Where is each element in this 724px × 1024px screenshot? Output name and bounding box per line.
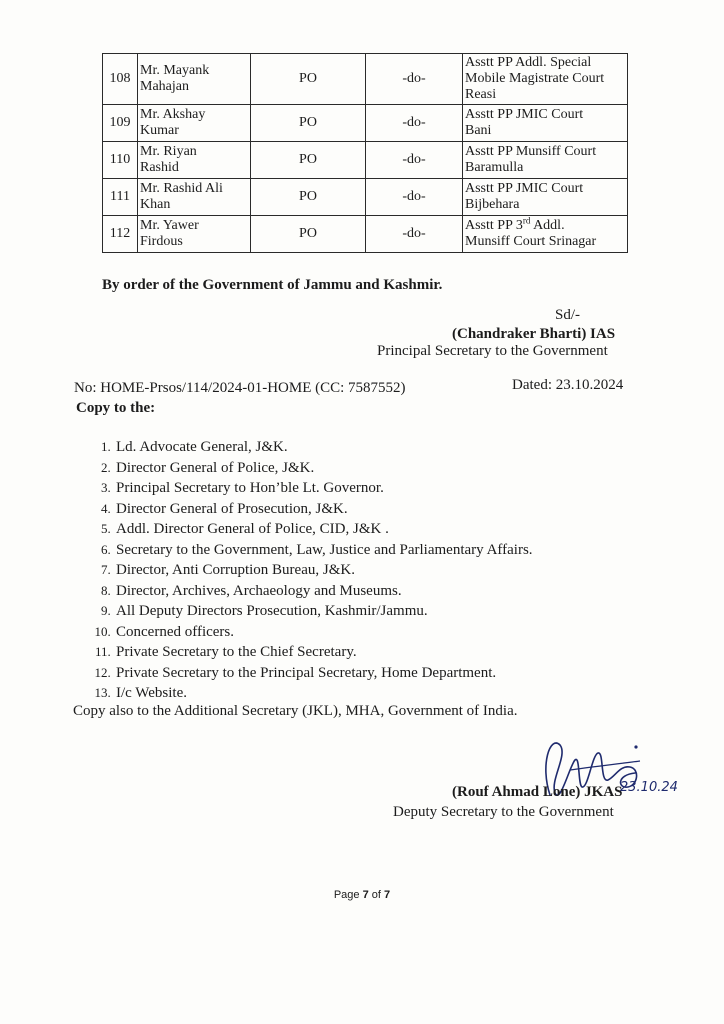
officer-name-line: Mr. Riyan	[140, 144, 197, 159]
table-row	[103, 142, 628, 179]
serial-number: 111	[103, 179, 138, 216]
serial-number: 112	[103, 216, 138, 253]
copy-to-heading: Copy to the:	[76, 400, 156, 416]
posting-line: Asstt PP 3	[465, 218, 523, 233]
list-item: 11. Private Secretary to the Chief Secretary.	[114, 642, 694, 663]
officer-name-line: Rashid	[140, 160, 179, 175]
officer-name-line: Mr. Mayank	[140, 63, 210, 78]
deputy-secretary-designation: Deputy Secretary to the Government	[393, 804, 614, 820]
page-number	[0, 889, 724, 901]
signatory-name: (Chandraker Bharti) IAS	[452, 326, 616, 342]
list-item: 1. Ld. Advocate General, J&K.	[114, 437, 694, 458]
posting-line: Bani	[465, 123, 492, 138]
page-separator: of	[368, 889, 385, 901]
posting-line: Asstt PP JMIC Court	[465, 181, 584, 196]
list-item: 12. Private Secretary to the Principal Secretary, Home Department.	[114, 663, 694, 684]
posting-line: Mobile Magistrate Court	[465, 71, 605, 86]
serial-number: 110	[103, 142, 138, 179]
designation: PO	[251, 105, 366, 142]
list-item: 8. Director, Archives, Archaeology and Museums.	[114, 581, 694, 602]
officer-name-line: Mahajan	[140, 79, 189, 94]
sd-mark: Sd/-	[555, 307, 581, 323]
list-item: 9. All Deputy Directors Prosecution, Kashmir/Jammu.	[114, 601, 694, 622]
officer-name-line: Khan	[140, 197, 171, 212]
officer-name	[138, 216, 251, 253]
present-place: -do-	[366, 142, 463, 179]
present-place: -do-	[366, 105, 463, 142]
officer-name-line: Mr. Akshay	[140, 107, 206, 122]
page-label: Page	[333, 889, 363, 901]
designation: PO	[251, 216, 366, 253]
total-pages: 7	[384, 889, 391, 901]
table-row	[103, 216, 628, 253]
list-item: 10. Concerned officers.	[114, 622, 694, 643]
posting-line: Baramulla	[465, 160, 524, 175]
list-item: 6. Secretary to the Government, Law, Justice and Parliamentary Affairs.	[114, 540, 694, 561]
posting-line: Bijbehara	[465, 197, 520, 212]
list-item: 5. Addl. Director General of Police, CID, J&K .	[114, 519, 694, 540]
list-item: 2. Director General of Police, J&K.	[114, 458, 694, 479]
present-place: -do-	[366, 54, 463, 105]
posting-table	[102, 53, 628, 253]
posting-line: Addl.	[530, 218, 565, 233]
posting	[463, 142, 628, 179]
designation: PO	[251, 179, 366, 216]
deputy-secretary-name: (Rouf Ahmad Lone) JKAS	[452, 784, 623, 800]
ordinal-suffix: rd	[522, 215, 531, 226]
table-row	[103, 105, 628, 142]
officer-name-line: Mr. Yawer	[140, 218, 199, 233]
serial-number: 108	[103, 54, 138, 105]
list-item: 13. I/c Website.	[114, 683, 694, 704]
designation: PO	[251, 142, 366, 179]
officer-name-line: Firdous	[140, 234, 183, 249]
copy-also-line: Copy also to the Additional Secretary (JKL), MHA, Government of India.	[73, 703, 518, 719]
list-item: 4. Director General of Prosecution, J&K.	[114, 499, 694, 520]
signatory-designation: Principal Secretary to the Government	[377, 343, 608, 359]
reference-date: Dated: 23.10.2024	[512, 377, 624, 393]
handwritten-signature	[520, 725, 700, 815]
officer-name	[138, 54, 251, 105]
current-page: 7	[362, 889, 369, 901]
reference-number: No: HOME-Prsos/114/2024-01-HOME (CC: 7587552)	[74, 380, 406, 396]
present-place: -do-	[366, 216, 463, 253]
table-row	[103, 179, 628, 216]
list-item: 7. Director, Anti Corruption Bureau, J&K.	[114, 560, 694, 581]
officer-name	[138, 179, 251, 216]
posting	[463, 54, 628, 105]
list-item: 3. Principal Secretary to Hon’ble Lt. Governor.	[114, 478, 694, 499]
order-line: By order of the Government of Jammu and Kashmir.	[102, 277, 443, 293]
officer-name-line: Kumar	[140, 123, 179, 138]
officer-name	[138, 105, 251, 142]
posting-line: Reasi	[465, 87, 497, 102]
present-place: -do-	[366, 179, 463, 216]
table-row	[103, 54, 628, 105]
posting-line: Asstt PP Munsiff Court	[465, 144, 597, 159]
designation: PO	[251, 54, 366, 105]
posting	[463, 216, 628, 253]
serial-number: 109	[103, 105, 138, 142]
posting-line: Asstt PP Addl. Special	[465, 55, 592, 70]
posting	[463, 105, 628, 142]
copy-list	[84, 437, 694, 704]
posting-line: Munsiff Court Srinagar	[465, 234, 597, 249]
signature-date: 23.10.24	[620, 780, 678, 795]
posting	[463, 179, 628, 216]
officer-name	[138, 142, 251, 179]
officer-name-line: Mr. Rashid Ali	[140, 181, 223, 196]
posting-line: Asstt PP JMIC Court	[465, 107, 584, 122]
